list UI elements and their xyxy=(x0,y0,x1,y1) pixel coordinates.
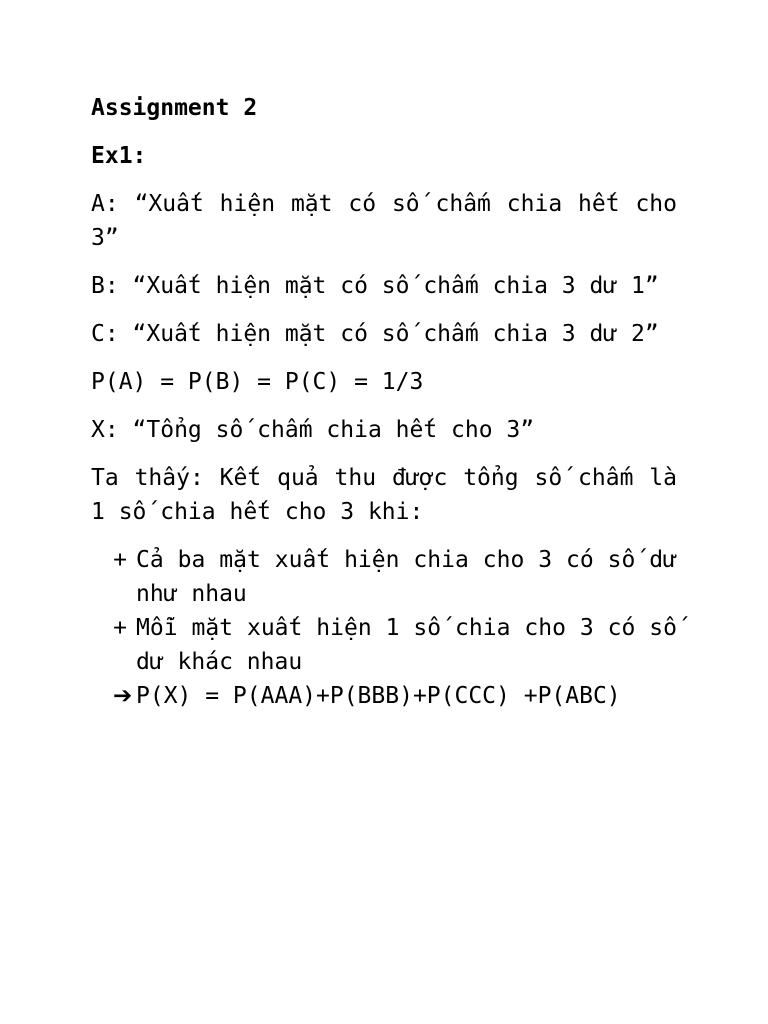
exercise-label: Ex1: xyxy=(91,143,147,169)
plus-bullet: + xyxy=(113,547,127,573)
event-x-definition: X: “Tổng số chấm chia hết cho 3” xyxy=(91,417,535,443)
event-c-definition: C: “Xuất hiện mặt có số chấm chia 3 dư 2” xyxy=(91,321,659,347)
list-item xyxy=(91,611,677,679)
document-title: Assignment 2 xyxy=(91,95,258,121)
conclusion-equation: P(X) = P(AAA)+P(BBB)+P(CCC) +P(ABC) xyxy=(136,683,621,709)
document-body xyxy=(91,91,677,713)
observation-paragraph: Ta thấy: Kết quả thu được tổng số chấm là 1 số chia hết cho 3 khi: xyxy=(91,465,677,525)
arrow-right-icon: ➔ xyxy=(113,683,133,709)
case-text: Mỗi mặt xuất hiện 1 số chia cho 3 có số dư khác nhau xyxy=(136,615,677,675)
probability-equation: P(A) = P(B) = P(C) = 1/3 xyxy=(91,369,424,395)
conclusion-item xyxy=(91,679,677,713)
event-b-definition: B: “Xuất hiện mặt có số chấm chia 3 dư 1” xyxy=(91,273,659,299)
list-item xyxy=(91,543,677,611)
case-text: Cả ba mặt xuất hiện chia cho 3 có số dư như nhau xyxy=(136,547,677,607)
event-a-definition: A: “Xuất hiện mặt có số chấm chia hết cho 3” xyxy=(91,191,677,251)
case-list xyxy=(91,543,677,713)
plus-bullet: + xyxy=(113,615,127,641)
